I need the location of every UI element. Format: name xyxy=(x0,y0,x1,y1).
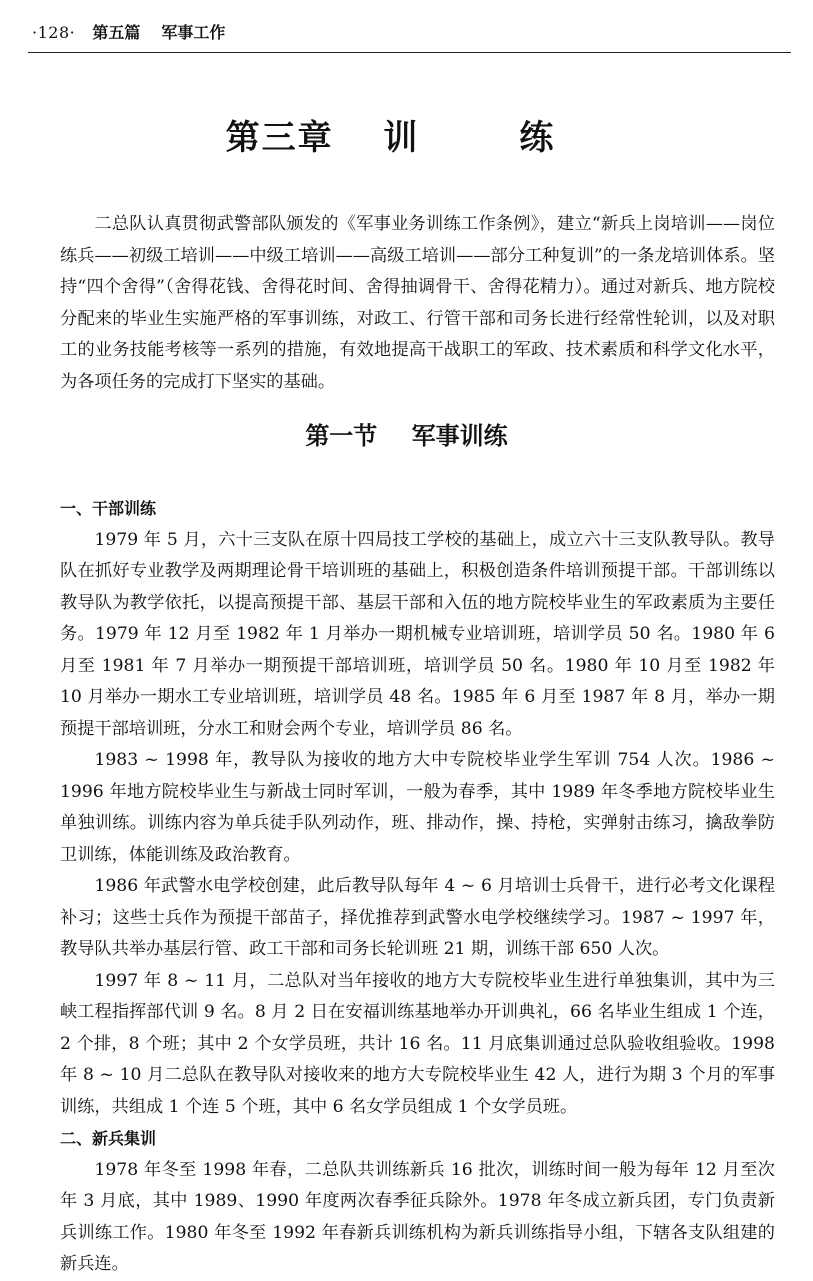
chapter-name: 训 练 xyxy=(383,118,588,158)
subsection-heading: 一、干部训练 xyxy=(60,499,157,518)
chapter-intro xyxy=(60,209,775,398)
body-paragraph: 1979 年 5 月，六十三支队在原十四局技工学校的基础上，成立六十三支队教导队。教导队在抓好专业教学及两期理论骨干培训班的基础上，积极创造条件培训预提干部。干部训练以教导队为教学依托，以提高预提干部、基层干部和入伍的地方院校毕业生的军政素质为主要任务。1979 年 12 月至 1982 年 1 月举办一期机械专业培训班，培训学员 50 名。1980 年 6 月至 1981 年 7 月举办一期预提干部培训班，培训学员 50 名。1980 年 10 月至 1982 年 10 月举办一期水工专业培训班，培训学员 48 名。1985 年 6 月至 1987 年 8 月，举办一期预提干部培训班，分水工和财会两个专业，培训学员 86 名。 xyxy=(60,529,775,739)
body-paragraph: 1978 年冬至 1998 年春，二总队共训练新兵 16 批次，训练时间一般为每年 12 月至次年 3 月底，其中 1989、1990 年度两次春季征兵除外。1978 年冬成立新兵团，专门负责新兵训练工作。1980 年冬至 1992 年春新兵训练机构为新兵训练指导小组，下辖各支队组建的新兵连。 xyxy=(60,1159,775,1274)
section-title xyxy=(0,418,813,454)
body-paragraph: 1983 ~ 1998 年，教导队为接收的地方大中专院校毕业学生军训 754 人次。1986 ~ 1996 年地方院校毕业生与新战士同时军训，一般为春季，其中 1989 年冬季地方院校毕业生单独训练。训练内容为单兵徒手队列动作，班、排动作，操、持枪，实弹射击练习，擒敌拳防卫训练，体能训练及政治教育。 xyxy=(60,750,775,865)
chapter-number: 第三章 xyxy=(225,118,334,158)
section-label: 军事工作 xyxy=(161,23,226,42)
section-number: 第一节 xyxy=(305,422,378,450)
body-paragraph: 1997 年 8 ~ 11 月，二总队对当年接收的地方大专院校毕业生进行单独集训，其中为三峡工程指挥部代训 9 名。8 月 2 日在安福训练基地举办开训典礼，66 名毕业生组成 1 个连，2 个排，8 个班；其中 2 个女学员班，共计 16 名。11 月底集训通过总队验收组验收。1998 年 8 ~ 10 月二总队在教导队对接收来的地方大专院校毕业生 42 人，进行为期 3 个月的军事训练，共组成 1 个连 5 个班，其中 6 名女学员组成 1 个女学员班。 xyxy=(60,970,775,1117)
body-paragraph: 1986 年武警水电学校创建，此后教导队每年 4 ~ 6 月培训士兵骨干，进行必考文化课程补习；这些士兵作为预提干部苗子，择优推荐到武警水电学校继续学习。1987 ~ 1997 年，教导队共举办基层行管、政工干部和司务长轮训班 21 期，训练干部 650 人次。 xyxy=(60,876,775,959)
subsection-heading: 二、新兵集训 xyxy=(60,1129,157,1148)
header-divider xyxy=(28,52,791,53)
section-body xyxy=(60,493,775,1281)
section-name: 军事训练 xyxy=(411,422,508,450)
page-number: ·128· xyxy=(32,23,76,42)
running-header xyxy=(32,22,773,54)
chapter-title xyxy=(0,116,813,160)
part-label: 第五篇 xyxy=(92,23,141,42)
intro-paragraph: 二总队认真贯彻武警部队颁发的《军事业务训练工作条例》，建立“新兵上岗培训——岗位练兵——初级工培训——中级工培训——高级工培训——部分工种复训”的一条龙培训体系。坚持“四个舍得”（舍得花钱、舍得花时间、舍得抽调骨干、舍得花精力）。通过对新兵、地方院校分配来的毕业生实施严格的军事训练，对政工、行管干部和司务长进行经常性轮训，以及对职工的业务技能考核等一系列的措施，有效地提高干战职工的军政、技术素质和科学文化水平，为各项任务的完成打下坚实的基础。 xyxy=(60,214,775,392)
